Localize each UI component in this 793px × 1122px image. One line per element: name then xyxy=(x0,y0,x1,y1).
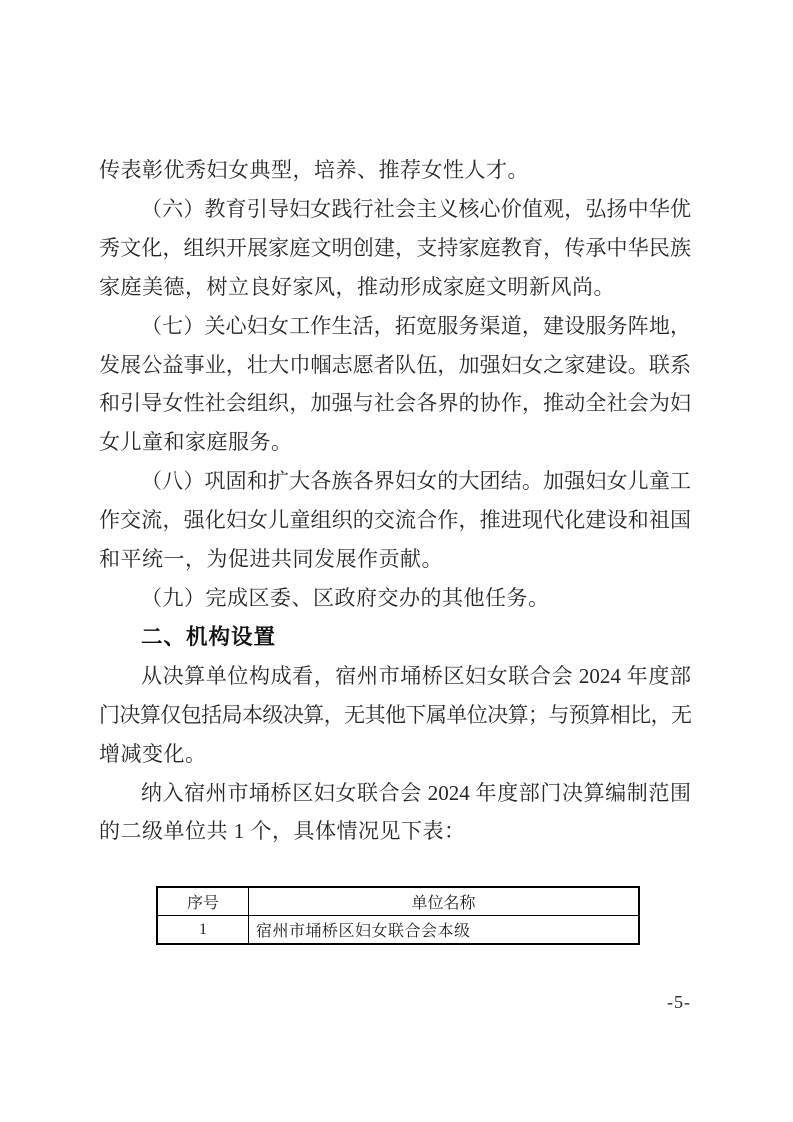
table-row xyxy=(157,916,639,945)
document-lines xyxy=(99,151,691,851)
text-line: 和引导女性社会组织，加强与社会各界的协作，推动全社会为妇 xyxy=(99,391,691,416)
text-line: 传表彰优秀妇女典型，培养、推荐女性人才。 xyxy=(99,158,529,182)
table-header-cell: 序号 xyxy=(157,887,249,916)
table-header-cell: 单位名称 xyxy=(249,887,640,916)
text-line: 的二级单位共 1 个，具体情况见下表： xyxy=(99,819,466,844)
text-line: 纳入宿州市埇桥区妇女联合会 2024 年度部门决算编制范围 xyxy=(141,780,691,805)
page-number: -5- xyxy=(667,992,691,1012)
text-line: （九）完成区委、区政府交办的其他任务。 xyxy=(141,585,550,610)
text-line: （六）教育引导妇女践行社会主义核心价值观，弘扬中华优 xyxy=(141,196,691,221)
text-line: （八）巩固和扩大各族各界妇女的大团结。加强妇女儿童工 xyxy=(141,469,691,494)
text-line: 从决算单位构成看，宿州市埇桥区妇女联合会 2024 年度部 xyxy=(141,663,691,688)
text-line: 家庭美德，树立良好家风，推动形成家庭文明新风尚。 xyxy=(99,274,615,299)
text-line: 秀文化，组织开展家庭文明创建，支持家庭教育，传承中华民族 xyxy=(99,235,691,260)
text-line: 门决算仅包括局本级决算，无其他下属单位决算；与预算相比，无 xyxy=(99,702,691,727)
text-line: 和平统一，为促进共同发展作贡献。 xyxy=(99,547,443,572)
unit-table-body xyxy=(157,916,639,945)
section-heading: 二、机构设置 xyxy=(141,624,277,649)
text-line: 作交流，强化妇女儿童组织的交流合作，推进现代化建设和祖国 xyxy=(99,508,691,533)
text-line: 女儿童和家庭服务。 xyxy=(99,430,293,455)
text-line: 增减变化。 xyxy=(99,741,207,766)
table-header-row xyxy=(157,887,639,916)
text-line: 发展公益事业，壮大巾帼志愿者队伍，加强妇女之家建设。联系 xyxy=(99,352,691,377)
table-cell: 1 xyxy=(157,916,249,945)
unit-table xyxy=(156,886,640,945)
unit-table-head xyxy=(157,887,639,916)
text-line: （七）关心妇女工作生活，拓宽服务渠道，建设服务阵地， xyxy=(141,313,691,338)
table-cell: 宿州市埇桥区妇女联合会本级 xyxy=(249,916,640,945)
